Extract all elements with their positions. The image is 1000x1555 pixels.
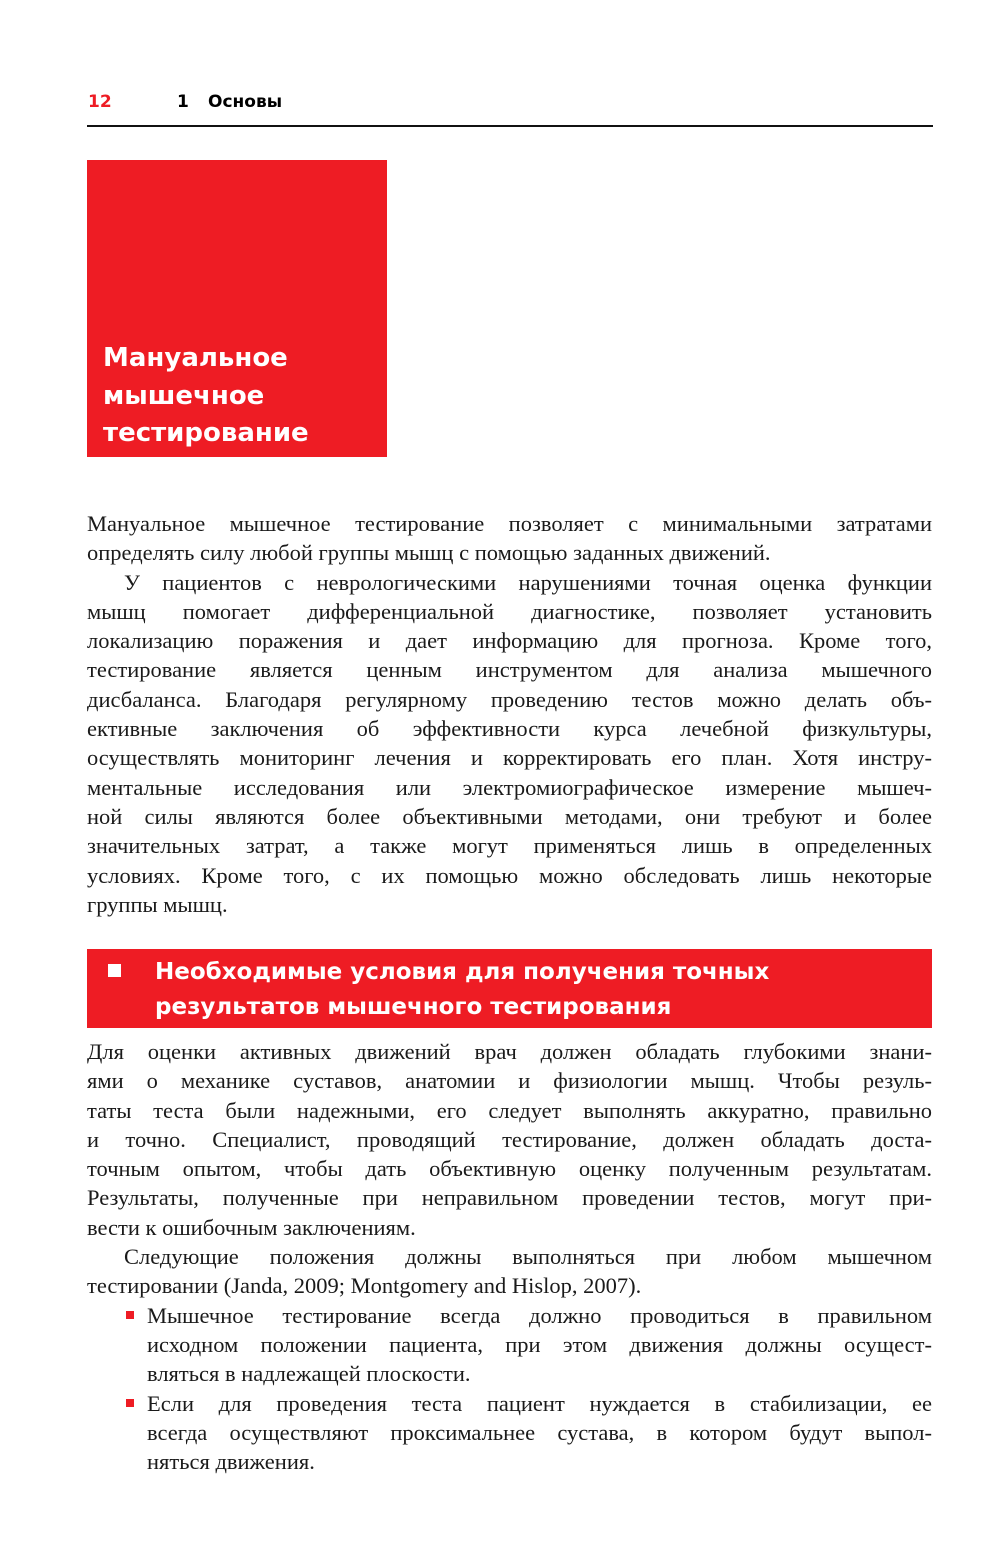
heading-line: результатов мышечного тестирования	[155, 994, 672, 1020]
text-line: точным опытом, чтобы дать объективную оценку полученным результатам.	[87, 1156, 932, 1182]
text-line: ной силы являются более объективными методами, они требуют и более	[87, 803, 932, 829]
text-line: ментальные исследования или электромиографическое измерение мышеч-	[87, 774, 932, 800]
square-bullet-icon	[108, 964, 121, 977]
text-line: определять силу любой группы мышц с помощью заданных движений.	[87, 540, 771, 566]
title-line: Мануальное	[103, 343, 288, 373]
text-line: всегда осуществляют проксимальнее сустава, в котором будут выпол-	[147, 1419, 932, 1445]
text-line: Для оценки активных движений врач должен обладать глубокими знани-	[87, 1039, 932, 1064]
text-line: таты теста были надежными, его следует выполнять аккуратно, правильно	[87, 1097, 932, 1123]
text-line: няться движения.	[147, 1449, 315, 1475]
page-number: 12	[88, 92, 112, 112]
section-text	[87, 1037, 932, 1476]
text-line: группы мышц.	[87, 891, 228, 917]
text-line: Мышечное тестирование всегда должно проводиться в правильном	[147, 1302, 932, 1328]
text-line: У пациентов с неврологическими нарушениями точная оценка функции	[124, 569, 932, 595]
bullet-item	[87, 1301, 932, 1389]
text-line: условиях. Кроме того, с их помощью можно обследовать лишь некоторые	[87, 862, 932, 888]
red-square-bullet-icon	[126, 1311, 134, 1319]
text-line: дисбаланса. Благодаря регулярному проведению тестов можно делать объ-	[87, 686, 932, 712]
text-line: значительных затрат, а также могут применяться лишь в определенных	[87, 833, 932, 859]
chapter-number: 1	[177, 92, 189, 112]
text-line: осуществлять мониторинг лечения и корректировать его план. Хотя инстру-	[87, 745, 932, 771]
intro-text	[87, 509, 932, 919]
text-line: локализацию поражения и дает информацию для прогноза. Кроме того,	[87, 628, 932, 654]
text-line: вести к ошибочным заключениям.	[87, 1214, 416, 1240]
text-line: мышц помогает дифференциальной диагностике, позволяет установить	[87, 598, 932, 624]
text-line: ями о механике суставов, анатомии и физиологии мышц. Чтобы резуль-	[87, 1068, 932, 1094]
heading-line: Необходимые условия для получения точных	[155, 959, 770, 985]
chapter-title: Основы	[208, 92, 283, 112]
text-line: тестировании (Janda, 2009; Montgomery and Hislop, 2007).	[87, 1273, 642, 1299]
text-line: Следующие положения должны выполняться при любом мышечном	[124, 1244, 932, 1270]
title-line: мышечное	[103, 380, 265, 411]
text-line: Если для проведения теста пациент нуждается в стабилизации, ее	[147, 1390, 932, 1416]
red-square-bullet-icon	[126, 1399, 134, 1407]
subsection-heading-bar	[87, 949, 932, 1028]
text-line: Результаты, полученные при неправильном проведении тестов, могут при-	[87, 1185, 932, 1211]
section-title	[103, 340, 309, 453]
text-line: исходном положении пациента, при этом движения должны осущест-	[147, 1331, 932, 1357]
text-line: ективные заключения об эффективности курса лечебной физкультуры,	[87, 716, 932, 742]
bullet-item	[87, 1389, 932, 1477]
text-line: и точно. Специалист, проводящий тестирование, должен обладать доста-	[87, 1126, 932, 1152]
text-line: вляться в надлежащей плоскости.	[147, 1361, 471, 1387]
text-line: Мануальное мышечное тестирование позволяет с минимальными затратами	[87, 511, 932, 536]
text-line: тестирование является ценным инструментом для анализа мышечного	[87, 657, 932, 683]
chapter-title-box	[87, 160, 387, 457]
header-rule	[87, 125, 933, 127]
title-line: тестирование	[103, 418, 309, 448]
subsection-heading	[155, 955, 769, 1025]
